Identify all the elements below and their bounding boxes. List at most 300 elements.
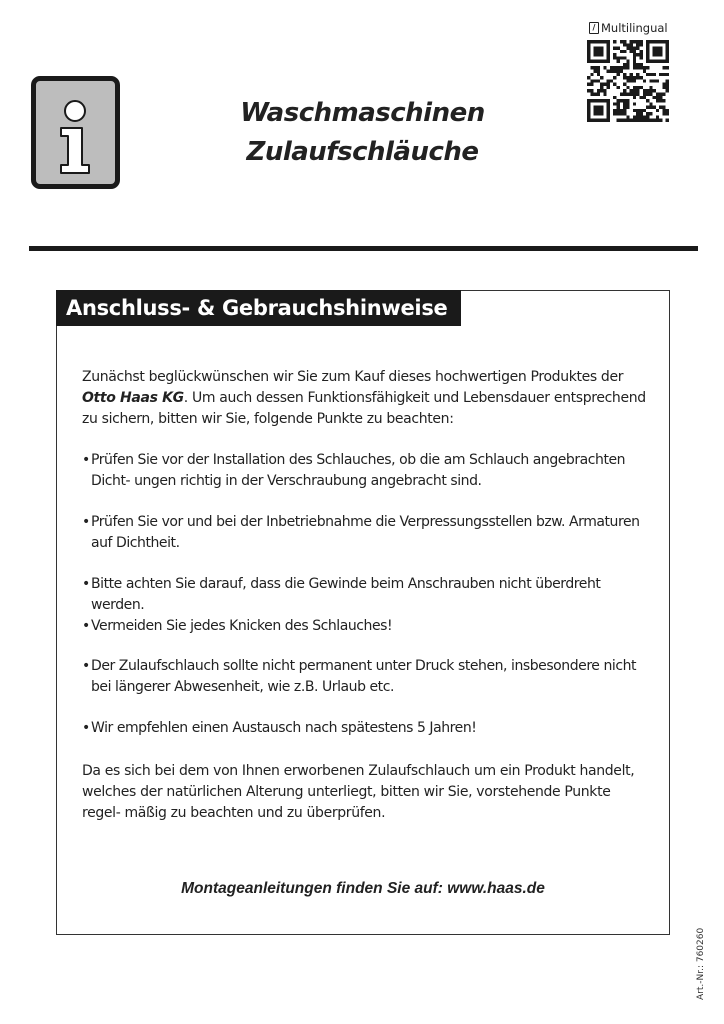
qr-module [649, 119, 652, 122]
intro-text-2: . Um auch dessen Funktionsfähigkeit und Lebensdauer entsprechend zu sichern, bitten wir Sie, folgende Punkte zu beachten: [82, 390, 646, 427]
qr-module [659, 40, 662, 43]
info-icon [31, 76, 120, 189]
qr-module [646, 73, 649, 76]
qr-module [617, 70, 620, 73]
qr-module [607, 112, 610, 115]
qr-module [620, 112, 623, 115]
qr-module [646, 40, 649, 43]
qr-module [643, 109, 646, 112]
qr-module [656, 119, 659, 122]
qr-module [662, 73, 665, 76]
qr-module [623, 63, 626, 66]
qr-module [620, 119, 623, 122]
qr-module [646, 115, 649, 118]
bullet-marker: • [82, 658, 90, 674]
qr-module [590, 60, 593, 63]
qr-module [626, 76, 629, 79]
qr-module [633, 96, 636, 99]
qr-module [633, 56, 636, 59]
qr-module [603, 119, 606, 122]
qr-module [636, 119, 639, 122]
qr-module [656, 109, 659, 112]
qr-module [666, 73, 669, 76]
qr-module [639, 86, 642, 89]
qr-module [659, 50, 662, 53]
qr-module [623, 112, 626, 115]
qr-module [636, 47, 639, 50]
qr-module [643, 115, 646, 118]
qr-module [594, 47, 597, 50]
list-item-text: Prüfen Sie vor der Installation des Schlauches, ob die am Schlauch angebrachten Dicht- ungen richtig in der Verschraubung angebracht sind. [91, 452, 626, 489]
qr-module [607, 109, 610, 112]
qr-module [649, 86, 652, 89]
qr-module [603, 66, 606, 69]
qr-module [636, 76, 639, 79]
qr-module [666, 60, 669, 63]
qr-module [630, 50, 633, 53]
header-divider [29, 246, 698, 251]
qr-module [646, 43, 649, 46]
qr-module [646, 50, 649, 53]
qr-module [666, 109, 669, 112]
qr-module [633, 102, 636, 105]
qr-module [646, 92, 649, 95]
intro-text-1: Zunächst beglückwünschen wir Sie zum Kauf dieses hochwertigen Produktes der [82, 369, 624, 385]
qr-module [587, 43, 590, 46]
qr-module [603, 40, 606, 43]
qr-module [587, 106, 590, 109]
qr-module [643, 70, 646, 73]
qr-module [659, 60, 662, 63]
qr-module [594, 70, 597, 73]
qr-module [594, 53, 597, 56]
qr-module [626, 60, 629, 63]
qr-module [590, 40, 593, 43]
qr-module [633, 109, 636, 112]
qr-module [659, 99, 662, 102]
qr-module [649, 89, 652, 92]
qr-module [626, 63, 629, 66]
qr-module [653, 53, 656, 56]
qr-module [633, 47, 636, 50]
list-item [82, 718, 652, 739]
qr-module [617, 56, 620, 59]
qr-module [600, 86, 603, 89]
qr-module [587, 60, 590, 63]
qr-module [649, 79, 652, 82]
qr-module [666, 47, 669, 50]
qr-module [594, 99, 597, 102]
qr-module [587, 50, 590, 53]
qr-module [639, 112, 642, 115]
qr-module [630, 43, 633, 46]
qr-module [633, 89, 636, 92]
qr-module [639, 119, 642, 122]
qr-module [653, 106, 656, 109]
qr-module [662, 112, 665, 115]
intro-paragraph [82, 367, 652, 430]
qr-module [590, 99, 593, 102]
qr-module [643, 92, 646, 95]
qr-caption [589, 20, 668, 36]
qr-module [617, 66, 620, 69]
closing-paragraph: Da es sich bei dem von Ihnen erworbenen Zulaufschlauch um ein Produkt handelt, welches der natürlichen Alterung unterliegt, bitten wir Sie, vorstehende Punkte regel- mäßig zu beachten und zu überprüfen. [82, 763, 635, 821]
qr-module [607, 83, 610, 86]
qr-module [620, 92, 623, 95]
qr-module [597, 40, 600, 43]
qr-module [613, 40, 616, 43]
qr-module [653, 50, 656, 53]
qr-module [633, 50, 636, 53]
qr-module [587, 112, 590, 115]
qr-module [639, 50, 642, 53]
qr-module [630, 76, 633, 79]
qr-module [649, 40, 652, 43]
qr-module [613, 102, 616, 105]
qr-module [633, 53, 636, 56]
qr-module [603, 60, 606, 63]
qr-module [623, 92, 626, 95]
qr-module [639, 56, 642, 59]
qr-module [610, 70, 613, 73]
qr-module [600, 50, 603, 53]
qr-module [666, 79, 669, 82]
qr-module [594, 79, 597, 82]
qr-module [617, 106, 620, 109]
qr-module [659, 47, 662, 50]
qr-module [594, 50, 597, 53]
qr-module [617, 109, 620, 112]
qr-module [623, 109, 626, 112]
qr-module [666, 119, 669, 122]
qr-module [620, 70, 623, 73]
qr-module [646, 99, 649, 102]
qr-module [626, 86, 629, 89]
qr-module [587, 53, 590, 56]
qr-module [607, 43, 610, 46]
qr-module [620, 50, 623, 53]
qr-module [594, 109, 597, 112]
qr-module [646, 106, 649, 109]
qr-module [636, 86, 639, 89]
qr-module [659, 73, 662, 76]
qr-module [630, 92, 633, 95]
qr-module [597, 119, 600, 122]
qr-module [623, 40, 626, 43]
qr-module [587, 40, 590, 43]
qr-module [636, 43, 639, 46]
qr-module [639, 96, 642, 99]
qr-module [646, 89, 649, 92]
qr-module [653, 73, 656, 76]
qr-module [662, 83, 665, 86]
qr-module [643, 79, 646, 82]
bullet-marker: • [82, 514, 90, 530]
qr-module [646, 60, 649, 63]
article-number: Art.-Nr.: 760260 [696, 927, 706, 1000]
qr-module [597, 66, 600, 69]
qr-module [656, 60, 659, 63]
qr-module [643, 89, 646, 92]
qr-code[interactable] [587, 40, 669, 122]
qr-module [636, 66, 639, 69]
qr-module [662, 40, 665, 43]
qr-module [656, 50, 659, 53]
montage-note[interactable]: Montageanleitungen finden Sie auf: www.haas.de [181, 880, 545, 897]
qr-module [590, 89, 593, 92]
list-item-text: Wir empfehlen einen Austausch nach spätestens 5 Jahren! [91, 720, 477, 736]
qr-module [600, 76, 603, 79]
qr-module [633, 119, 636, 122]
qr-module [623, 66, 626, 69]
qr-module [626, 79, 629, 82]
qr-module [630, 47, 633, 50]
qr-module [656, 40, 659, 43]
qr-module [590, 66, 593, 69]
qr-module [600, 109, 603, 112]
qr-module [659, 53, 662, 56]
qr-module [597, 79, 600, 82]
qr-module [617, 119, 620, 122]
list-item-text: Prüfen Sie vor und bei der Inbetriebnahme die Verpressungsstellen bzw. Armaturen auf Dichtheit. [91, 514, 640, 551]
qr-module [587, 47, 590, 50]
bullet-marker: • [82, 618, 90, 634]
qr-module [623, 83, 626, 86]
qr-module [617, 99, 620, 102]
page-title-line1: Waschmaschinen [240, 98, 485, 128]
qr-module [603, 89, 606, 92]
qr-module [607, 60, 610, 63]
qr-module [597, 106, 600, 109]
qr-module [646, 119, 649, 122]
list-item-text: Der Zulaufschlauch sollte nicht permanent unter Druck stehen, insbesondere nicht bei längerer Abwesenheit, wie z.B. Urlaub etc. [91, 658, 637, 695]
qr-module [666, 56, 669, 59]
qr-module [623, 99, 626, 102]
qr-module [643, 96, 646, 99]
qr-module [636, 53, 639, 56]
qr-module [656, 115, 659, 118]
qr-module [603, 83, 606, 86]
qr-module [662, 60, 665, 63]
qr-module [607, 115, 610, 118]
qr-module [607, 102, 610, 105]
qr-module [639, 115, 642, 118]
qr-module [649, 102, 652, 105]
qr-module [636, 115, 639, 118]
qr-module [630, 89, 633, 92]
qr-module [662, 109, 665, 112]
qr-module [600, 119, 603, 122]
qr-module [662, 99, 665, 102]
qr-module [636, 92, 639, 95]
qr-module [666, 53, 669, 56]
qr-module [662, 86, 665, 89]
qr-module [633, 86, 636, 89]
qr-module [643, 66, 646, 69]
qr-module [659, 92, 662, 95]
qr-module [590, 83, 593, 86]
qr-module [587, 115, 590, 118]
qr-module [623, 73, 626, 76]
qr-module [607, 86, 610, 89]
qr-module [662, 106, 665, 109]
qr-module [597, 99, 600, 102]
list-item [82, 512, 652, 554]
qr-module [626, 66, 629, 69]
qr-module [600, 106, 603, 109]
list-item [82, 450, 652, 492]
qr-module [636, 63, 639, 66]
qr-module [646, 66, 649, 69]
qr-module [633, 63, 636, 66]
qr-module [603, 99, 606, 102]
list-item-text: Vermeiden Sie jedes Knicken des Schlauches! [91, 618, 393, 634]
qr-module [590, 79, 593, 82]
qr-module [623, 56, 626, 59]
qr-module [653, 79, 656, 82]
qr-module [613, 96, 616, 99]
qr-module [607, 70, 610, 73]
qr-module [636, 112, 639, 115]
qr-module [653, 96, 656, 99]
qr-module [626, 47, 629, 50]
qr-module [617, 102, 620, 105]
qr-module [594, 66, 597, 69]
qr-module [626, 43, 629, 46]
qr-module [659, 106, 662, 109]
qr-module [587, 83, 590, 86]
qr-module [653, 60, 656, 63]
qr-module [623, 50, 626, 53]
section-title: Anschluss- & Gebrauchshinweise [56, 290, 461, 326]
qr-module [626, 106, 629, 109]
qr-module [594, 60, 597, 63]
qr-module [597, 70, 600, 73]
qr-module [626, 92, 629, 95]
qr-module [594, 112, 597, 115]
qr-module [600, 47, 603, 50]
qr-module [620, 109, 623, 112]
bullet-marker: • [82, 720, 90, 736]
qr-module [656, 92, 659, 95]
qr-module [587, 109, 590, 112]
qr-module [623, 43, 626, 46]
qr-module [587, 119, 590, 122]
qr-module [607, 99, 610, 102]
qr-module [613, 83, 616, 86]
qr-module [587, 56, 590, 59]
list-item [82, 574, 652, 616]
qr-module [600, 112, 603, 115]
qr-module [600, 99, 603, 102]
bullet-marker: • [82, 576, 90, 592]
qr-module [633, 66, 636, 69]
qr-module [607, 106, 610, 109]
qr-module [594, 92, 597, 95]
list-item [82, 616, 652, 637]
qr-module [630, 119, 633, 122]
qr-module [620, 40, 623, 43]
company-name: Otto Haas KG [82, 390, 184, 406]
qr-module [626, 99, 629, 102]
qr-module [597, 47, 600, 50]
qr-module [653, 40, 656, 43]
qr-module [630, 79, 633, 82]
qr-module [649, 106, 652, 109]
qr-module [639, 40, 642, 43]
qr-module [633, 60, 636, 63]
qr-module [617, 86, 620, 89]
qr-module [623, 119, 626, 122]
qr-module [587, 102, 590, 105]
qr-module [649, 73, 652, 76]
bullet-marker: • [82, 452, 90, 468]
qr-module [607, 50, 610, 53]
qr-module [617, 60, 620, 63]
qr-module [636, 89, 639, 92]
qr-module [643, 119, 646, 122]
qr-module [636, 73, 639, 76]
qr-module [666, 89, 669, 92]
qr-module [600, 60, 603, 63]
qr-module [597, 50, 600, 53]
qr-module [600, 40, 603, 43]
qr-module [613, 70, 616, 73]
qr-module [626, 115, 629, 118]
qr-module [607, 79, 610, 82]
page-title-line2: Zulaufschläuche [246, 137, 479, 167]
qr-module [587, 89, 590, 92]
qr-module [653, 89, 656, 92]
qr-module [597, 73, 600, 76]
qr-module [646, 112, 649, 115]
qr-module [639, 76, 642, 79]
qr-module [620, 66, 623, 69]
qr-module [610, 66, 613, 69]
qr-module [633, 76, 636, 79]
qr-module [639, 63, 642, 66]
qr-module [617, 73, 620, 76]
qr-module [656, 53, 659, 56]
qr-module [594, 106, 597, 109]
qr-module [666, 50, 669, 53]
qr-module [666, 40, 669, 43]
qr-module [594, 40, 597, 43]
qr-module [666, 43, 669, 46]
qr-module [597, 89, 600, 92]
qr-module [666, 83, 669, 86]
qr-module [633, 40, 636, 43]
qr-module [659, 119, 662, 122]
qr-module [617, 47, 620, 50]
qr-module [607, 53, 610, 56]
qr-module [597, 112, 600, 115]
qr-module [590, 73, 593, 76]
qr-module [594, 119, 597, 122]
qr-module [623, 106, 626, 109]
qr-module [607, 40, 610, 43]
qr-module [633, 79, 636, 82]
qr-module [639, 53, 642, 56]
qr-module [620, 56, 623, 59]
qr-module [659, 96, 662, 99]
qr-module [597, 53, 600, 56]
qr-module [626, 119, 629, 122]
qr-module [666, 112, 669, 115]
qr-module [630, 40, 633, 43]
qr-module [610, 79, 613, 82]
qr-module [633, 92, 636, 95]
